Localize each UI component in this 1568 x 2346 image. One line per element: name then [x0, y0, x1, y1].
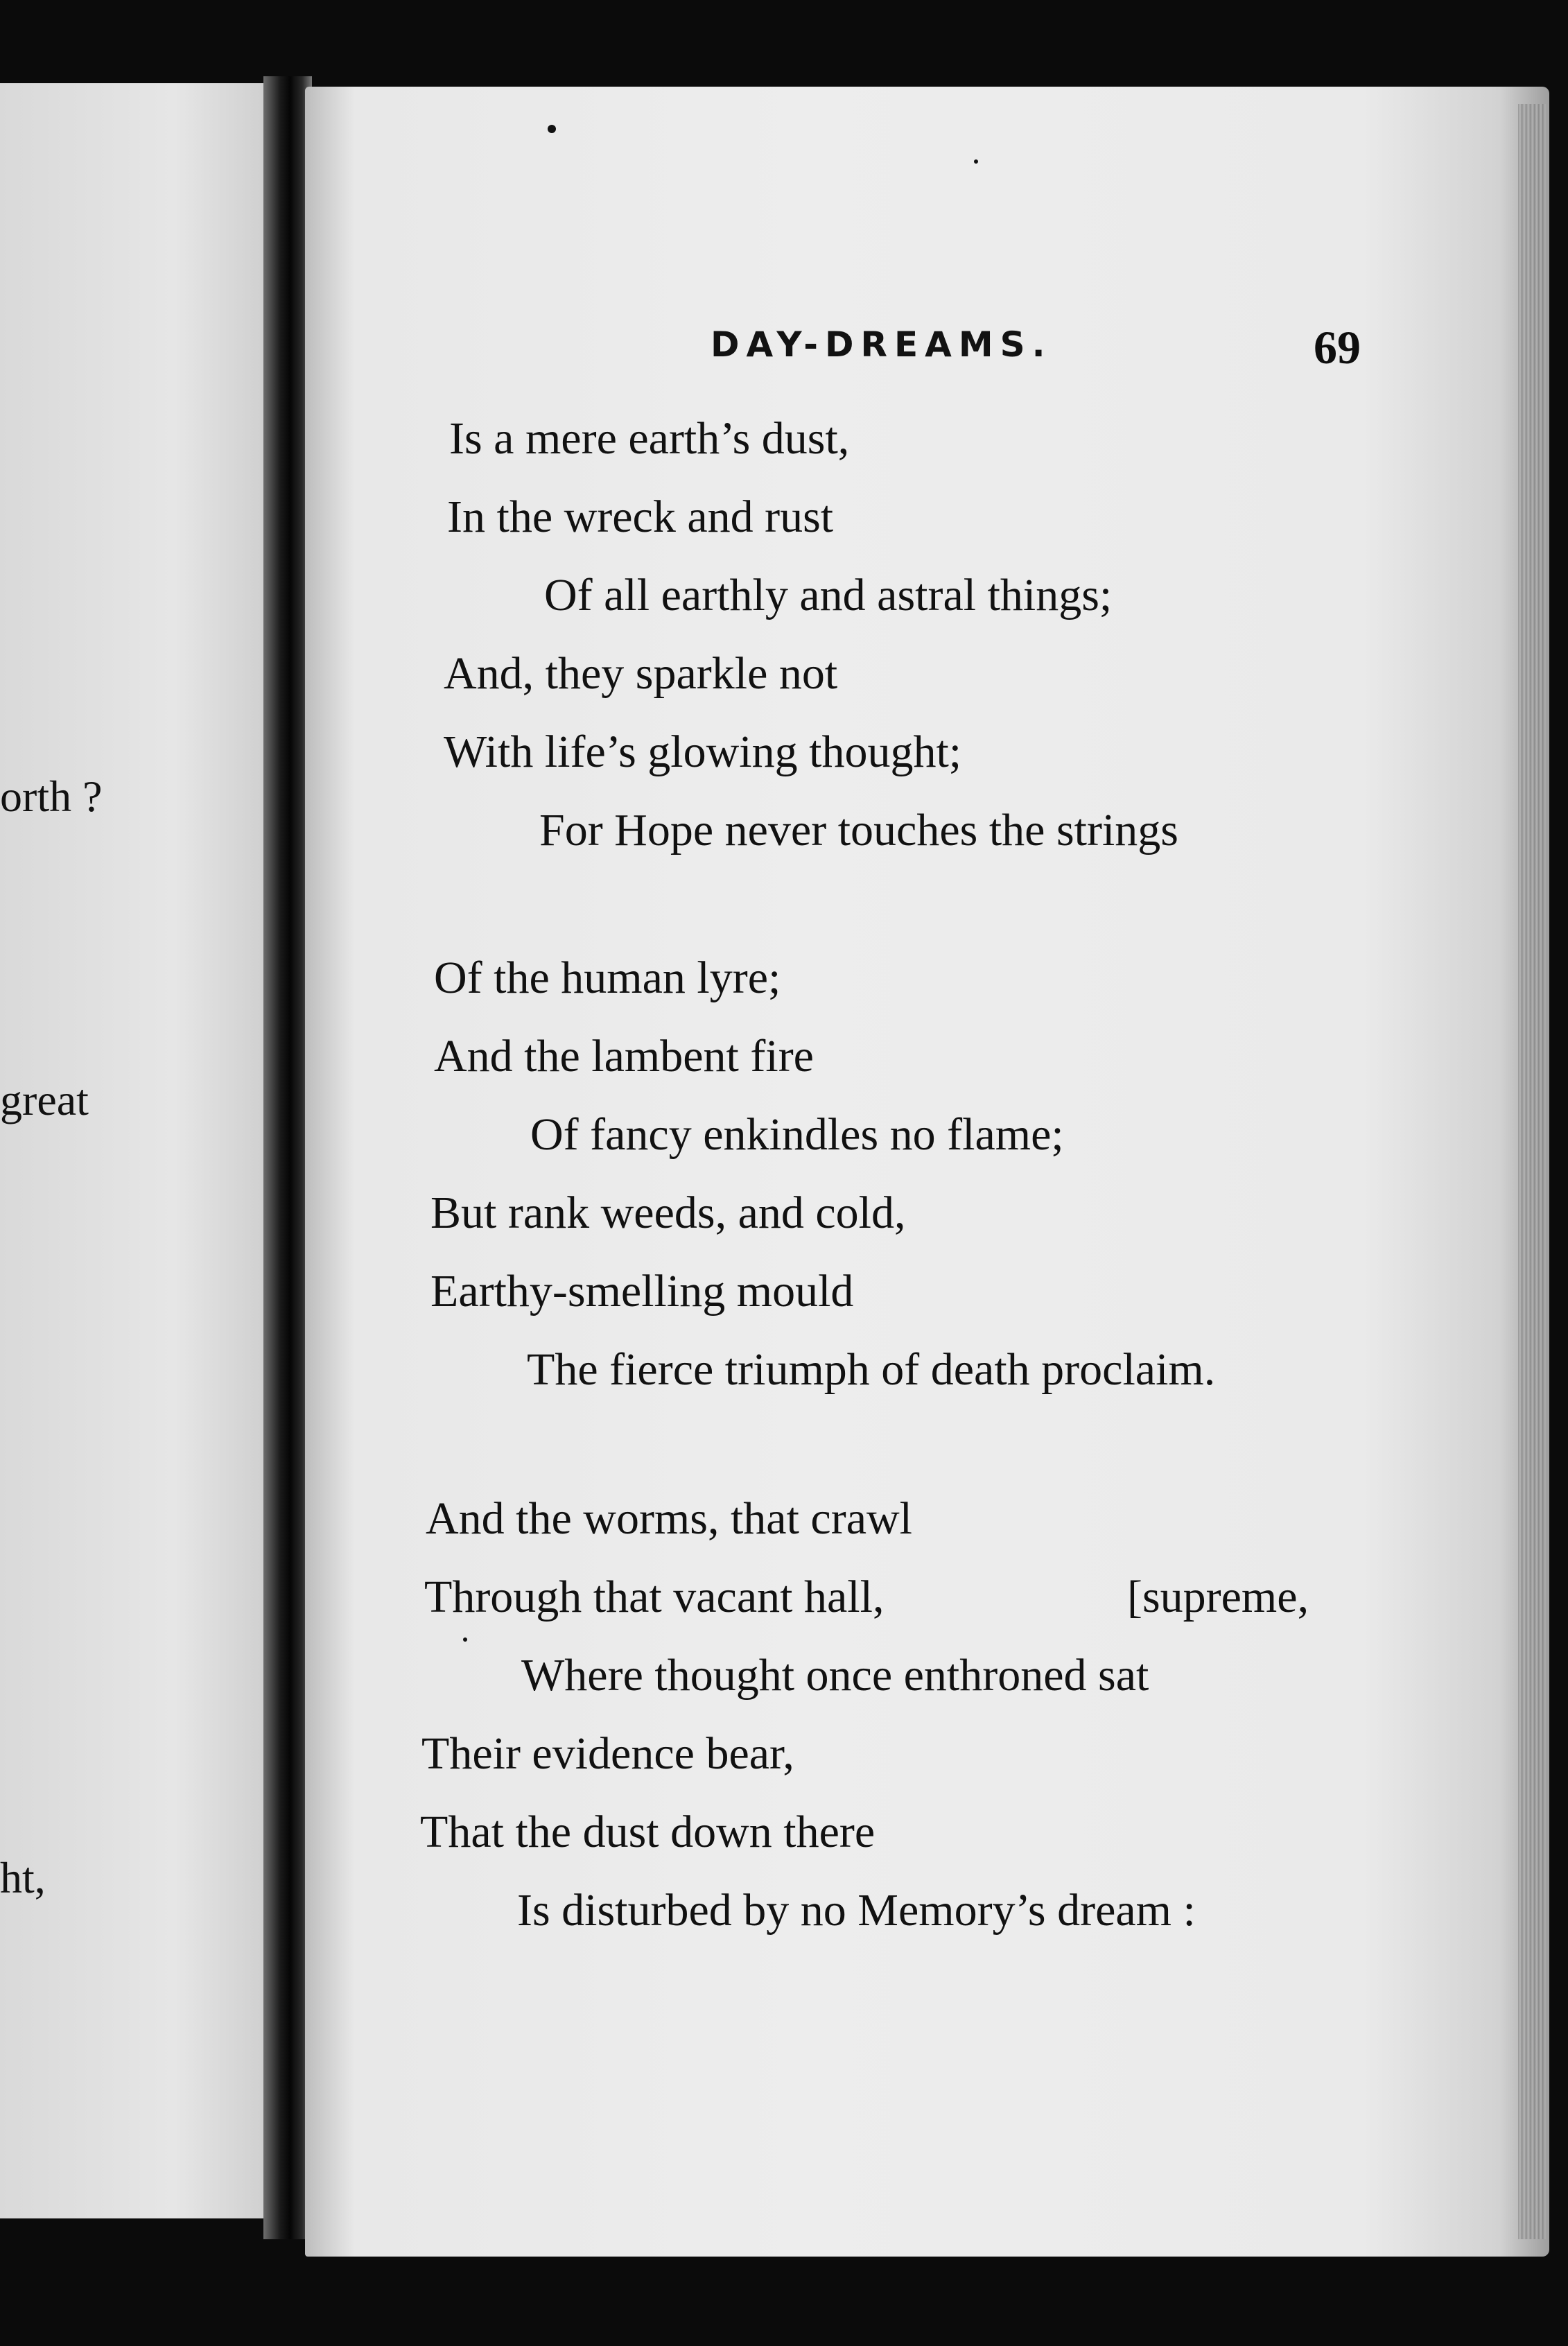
poem-line: And the worms, that crawl	[426, 1493, 912, 1544]
poem-line: Through that vacant hall,	[424, 1572, 885, 1622]
poem-line: That the dust down there	[420, 1807, 876, 1857]
poem-line: [supreme,	[1127, 1572, 1309, 1622]
facing-page-fragment: orth ?	[0, 772, 103, 821]
facing-page-fragment: great	[0, 1075, 89, 1124]
poem-line: Is disturbed by no Memory’s dream :	[517, 1885, 1196, 1936]
print-speck	[463, 1637, 467, 1642]
poem-line: Of all earthly and astral things;	[544, 570, 1113, 620]
poem-line: But rank weeds, and cold,	[430, 1188, 906, 1238]
poem-line: In the wreck and rust	[447, 492, 834, 542]
print-speck	[974, 159, 978, 164]
print-speck	[548, 125, 556, 133]
poem-line: And the lambent fire	[434, 1031, 814, 1081]
poem-line: The fierce triumph of death proclaim.	[527, 1344, 1216, 1395]
poem-line: Where thought once enthroned sat	[521, 1650, 1149, 1701]
page-number: 69	[1314, 321, 1361, 374]
poem-line: For Hope never touches the strings	[539, 805, 1178, 855]
poem-line: Of fancy enkindles no flame;	[530, 1109, 1064, 1160]
poem-line: Of the human lyre;	[434, 953, 781, 1003]
page-edge-stack	[1518, 104, 1546, 2239]
facing-page-fragment: ht,	[0, 1853, 46, 1902]
poem-line: And, they sparkle not	[444, 648, 838, 699]
running-title: DAY-DREAMS.	[711, 324, 1052, 365]
poem-line: Earthy-smelling mould	[430, 1266, 854, 1317]
poem-line: With life’s glowing thought;	[444, 727, 962, 777]
poem-line: Their evidence bear,	[421, 1728, 794, 1779]
poem-line: Is a mere earth’s dust,	[449, 413, 850, 464]
